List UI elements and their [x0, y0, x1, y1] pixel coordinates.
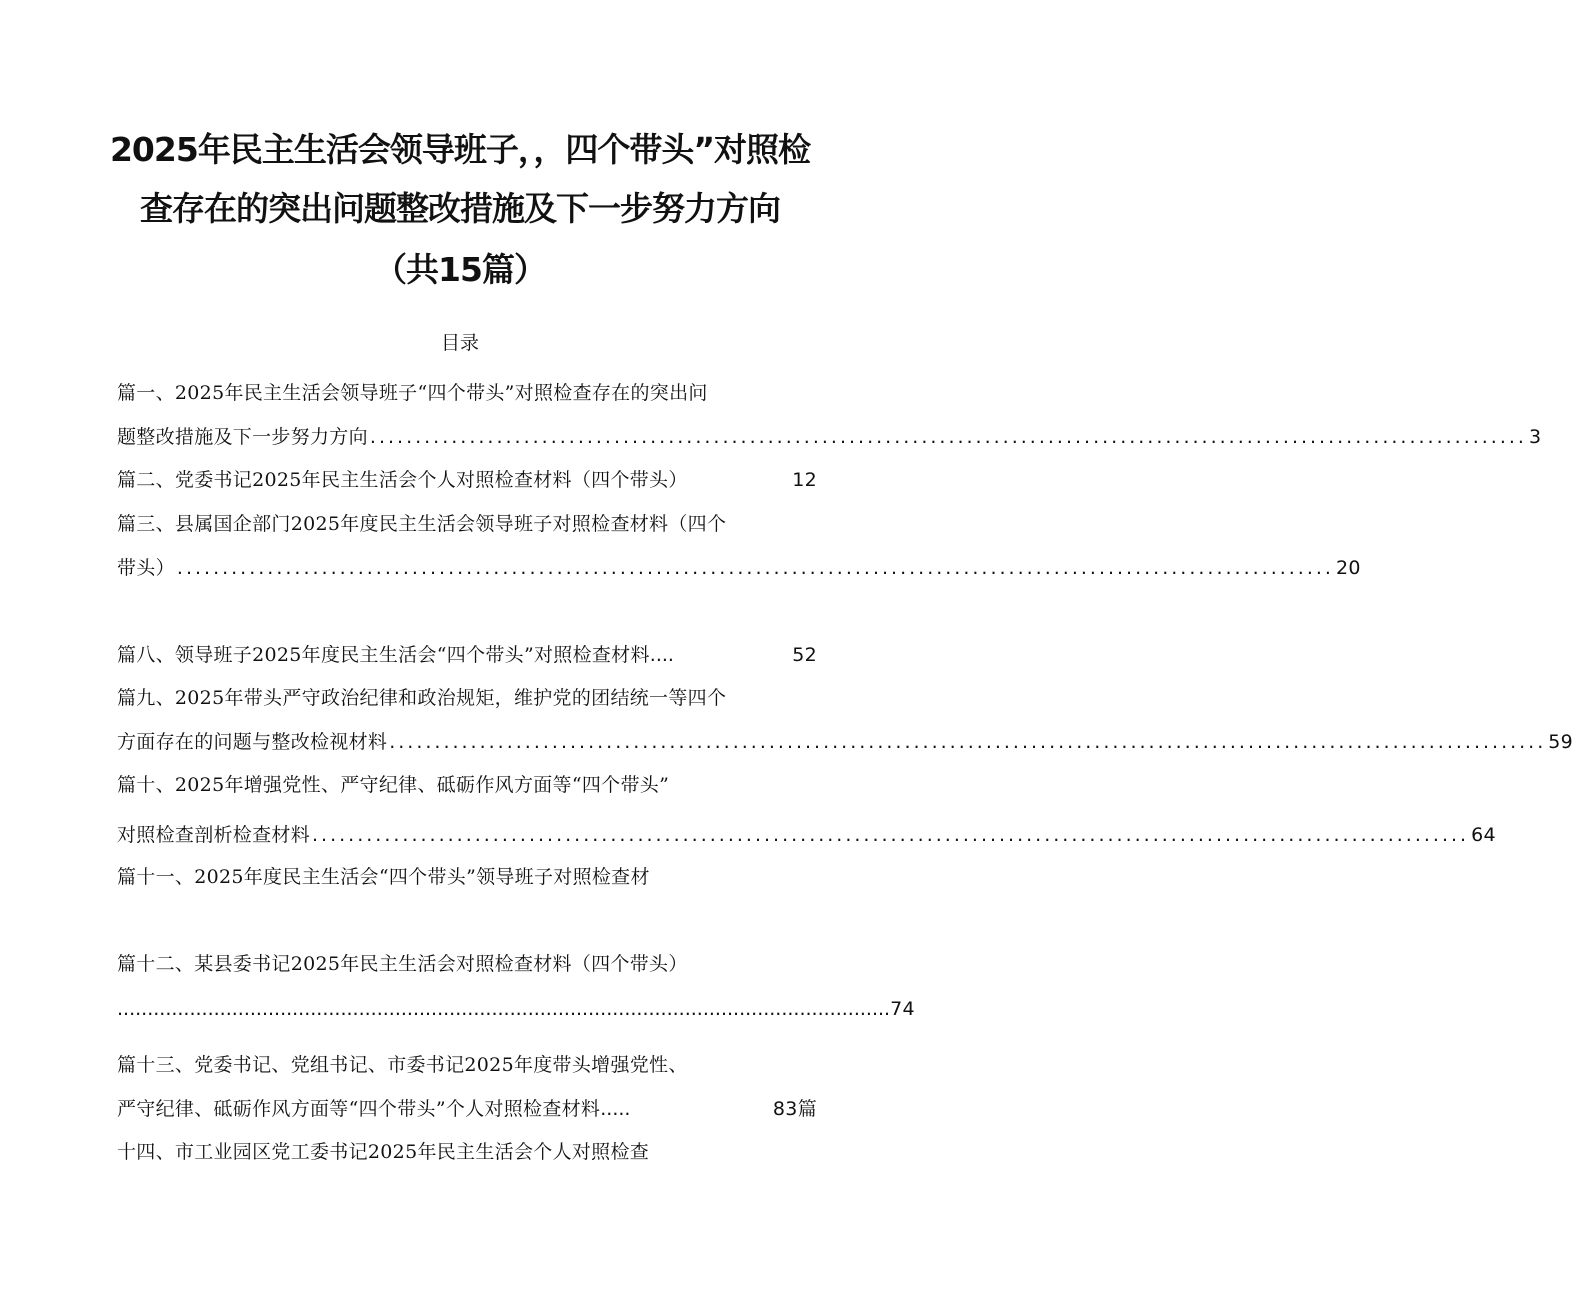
- toc-entry-8-page: 52: [792, 644, 817, 666]
- toc-leader-dots: .....: [600, 1098, 631, 1120]
- toc-entry-3-line-1[interactable]: 篇三、县属国企部门2025年度民主生活会领导班子对照检查材料（四个: [117, 513, 727, 535]
- document-title-line-1: 2025年民主生活会领导班子，，四个带头”对照检: [109, 130, 811, 169]
- toc-leader-dots: ....: [649, 644, 674, 666]
- toc-entry-10-page: 64: [1471, 824, 1496, 846]
- toc-entry-8[interactable]: [117, 642, 817, 668]
- toc-entry-3-text: 带头）: [117, 557, 175, 579]
- toc-heading: 目录: [440, 332, 479, 354]
- document-title-line-2: 查存在的突出问题整改措施及下一步努力方向: [140, 189, 780, 228]
- toc-entry-13-line-1[interactable]: 篇十三、党委书记、党组书记、市委书记2025年度带头增强党性、: [117, 1054, 688, 1076]
- toc-entry-1-line-1[interactable]: 篇一、2025年民主生活会领导班子“四个带头”对照检查存在的突出问: [117, 382, 708, 404]
- toc-entry-11[interactable]: 篇十一、2025年度民主生活会“四个带头”领导班子对照检查材: [117, 866, 650, 888]
- toc-leader-dots: ................................................................................................................................: [117, 998, 891, 1020]
- toc-leader-dots: ................................................................................................................................: [369, 426, 1527, 448]
- toc-entry-10-text: 对照检查剖析检查材料: [117, 824, 311, 846]
- toc-entry-2-page: 12: [792, 469, 817, 491]
- toc-entry-1-line-2[interactable]: [117, 424, 1542, 450]
- toc-leader-dots: ................................................................................................................................: [389, 731, 1547, 753]
- toc-entry-13-page: 83: [772, 1098, 798, 1120]
- toc-entry-14-start: 篇: [797, 1098, 817, 1120]
- toc-entry-9-line-1[interactable]: 篇九、2025年带头严守政治纪律和政治规矩，维护党的团结统一等四个: [117, 687, 727, 709]
- toc-entry-1-text: 题整改措施及下一步努力方向: [117, 426, 368, 448]
- document-title-line-3: （共15篇）: [374, 250, 546, 289]
- toc-entry-13-text: 严守纪律、砥砺作风方面等“四个带头”个人对照检查材料: [117, 1098, 601, 1120]
- toc-entry-1-page: 3: [1528, 426, 1542, 448]
- toc-entry-2[interactable]: [117, 467, 817, 493]
- toc-entry-3-page: 20: [1335, 557, 1361, 579]
- toc-entry-14[interactable]: 十四、市工业园区党工委书记2025年民主生活会个人对照检查: [117, 1141, 650, 1163]
- toc-entry-10-line-2[interactable]: [117, 822, 1496, 848]
- toc-entry-2-text: 篇二、党委书记2025年民主生活会个人对照检查材料（四个带头）: [117, 469, 688, 491]
- toc-entry-12-page: 74: [890, 998, 915, 1020]
- toc-entry-9-line-2[interactable]: [117, 729, 1573, 755]
- toc-leader-dots: ................................................................................................................................: [176, 557, 1334, 579]
- toc-entry-3-line-2[interactable]: [117, 555, 1361, 581]
- toc-entry-10-line-1[interactable]: 篇十、2025年增强党性、严守纪律、砥砺作风方面等“四个带头”: [117, 774, 670, 796]
- toc-entry-9-text: 方面存在的问题与整改检视材料: [117, 731, 388, 753]
- toc-entry-9-page: 59: [1548, 731, 1573, 753]
- toc-entry-8-text: 篇八、领导班子2025年度民主生活会“四个带头”对照检查材料: [117, 644, 650, 666]
- toc-leader-dots: ................................................................................................................................: [312, 824, 1470, 846]
- toc-entry-12-line-1[interactable]: 篇十二、某县委书记2025年民主生活会对照检查材料（四个带头）: [117, 953, 688, 975]
- toc-entry-12-line-2[interactable]: [117, 996, 915, 1022]
- toc-entry-13-line-2[interactable]: [117, 1096, 817, 1122]
